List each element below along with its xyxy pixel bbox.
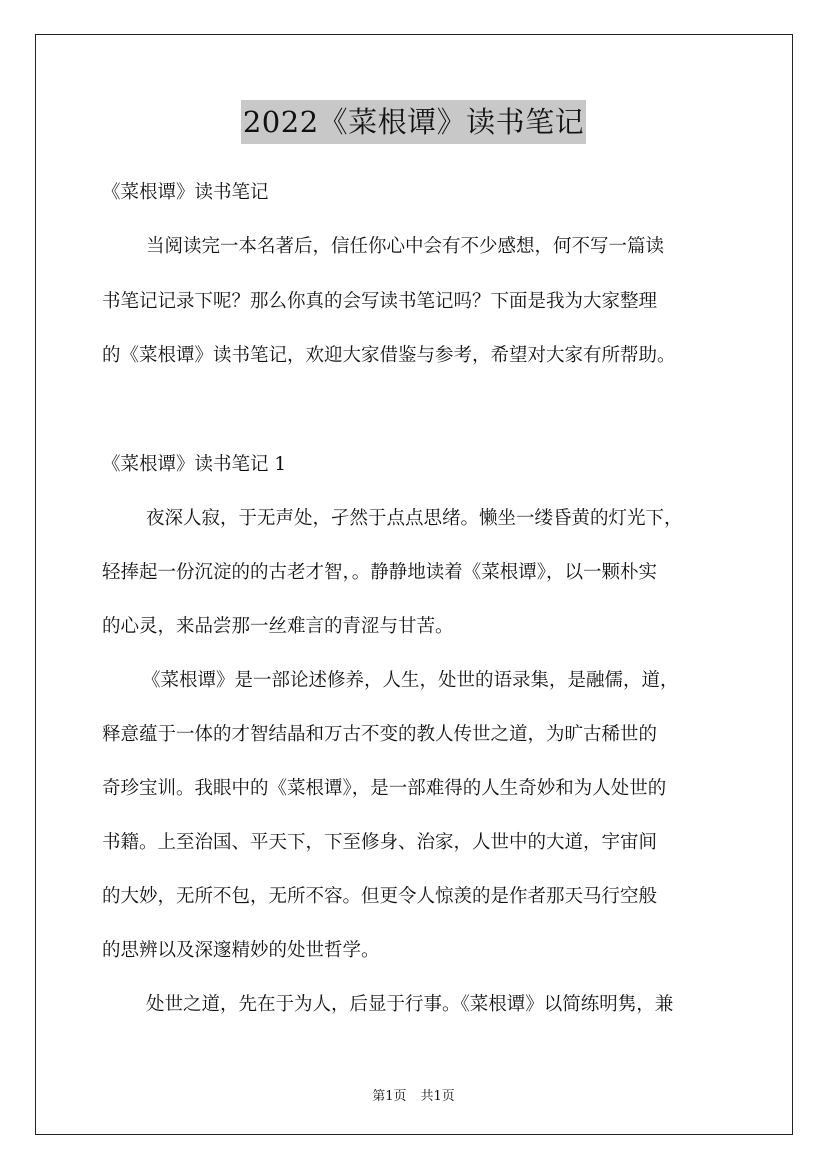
para3-line-1: 处世之道，先在于为人，后显于行事。《菜根谭》以简练明隽，兼 xyxy=(146,994,674,1015)
para1-line-2: 轻捧起一份沉淀的的古老才智，。静静地读着《菜根谭》，以一颗朴实 xyxy=(102,562,658,583)
page-footer xyxy=(0,1085,827,1104)
page-total: 共1页 xyxy=(420,1089,455,1104)
title-container xyxy=(0,100,827,144)
para2-line-6: 的思辨以及深邃精妙的处世哲学。 xyxy=(102,940,380,961)
intro-line-2: 书笔记记录下呢？那么你真的会写读书笔记吗？下面是我为大家整理 xyxy=(102,291,658,312)
para1-line-3: 的心灵，来品尝那一丝难言的青涩与甘苦。 xyxy=(102,616,454,637)
section-heading: 《菜根谭》读书笔记 1 xyxy=(102,454,287,475)
para2-line-3: 奇珍宝训。我眼中的《菜根谭》，是一部难得的人生奇妙和为人处世的 xyxy=(102,778,667,799)
para1-line-1: 夜深人寂，于无声处，孑然于点点思绪。懒坐一缕昏黄的灯光下， xyxy=(146,508,683,529)
page-number: 第1页 xyxy=(372,1089,407,1104)
intro-line-1: 当阅读完一本名著后，信任你心中会有不少感想，何不写一篇读 xyxy=(146,236,665,257)
intro-line-3: 的《菜根谭》读书笔记，欢迎大家借鉴与参考，希望对大家有所帮助。 xyxy=(102,345,676,366)
subtitle: 《菜根谭》读书笔记 xyxy=(102,182,269,203)
para2-line-5: 的大妙，无所不包，无所不容。但更令人惊羡的是作者那天马行空般 xyxy=(102,886,658,907)
document-title: 2022《菜根谭》读书笔记 xyxy=(241,100,586,144)
para2-line-2: 释意蕴于一体的才智结晶和万古不变的教人传世之道，为旷古稀世的 xyxy=(102,724,658,745)
para2-line-1: 《菜根谭》是一部论述修养，人生，处世的语录集，是融儒，道， xyxy=(142,670,679,691)
para2-line-4: 书籍。上至治国、平天下，下至修身、治家，人世中的大道，宇宙间 xyxy=(102,832,658,853)
